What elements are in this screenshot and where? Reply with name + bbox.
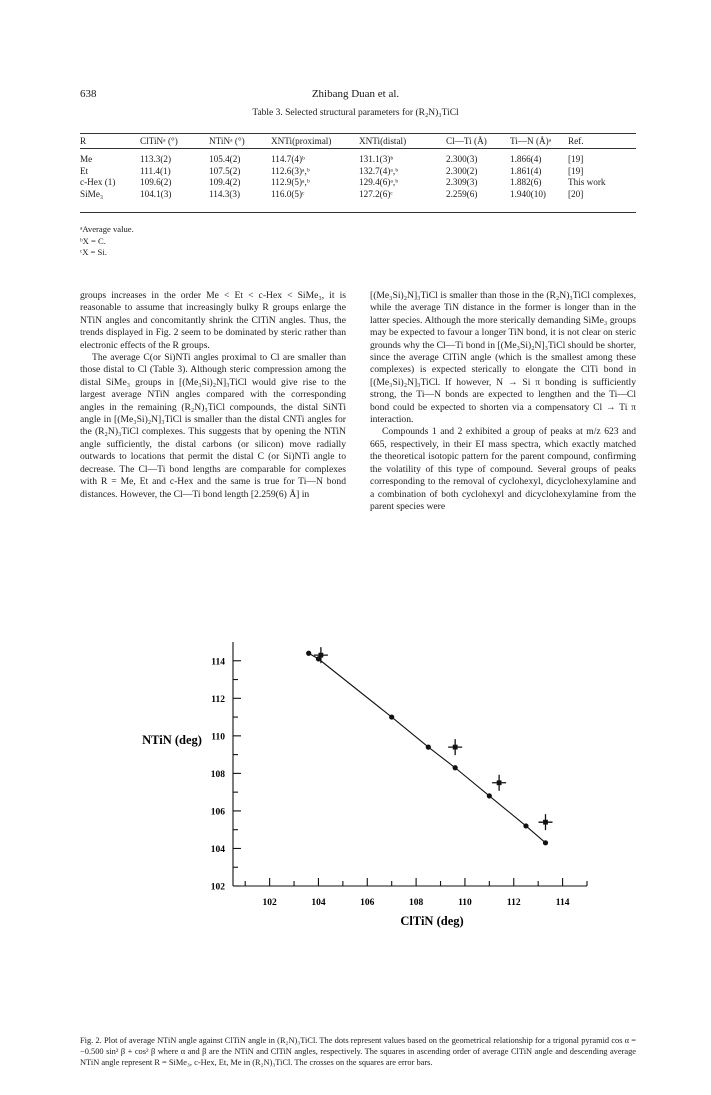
y-tick-label: 106 [210,807,225,818]
x-tick-label: 102 [262,898,277,908]
x-tick-label: 104 [311,898,326,908]
x-tick-label: 110 [458,898,472,908]
table-cell: 1.940(10) [510,188,546,199]
x-tick-label: 114 [555,898,570,908]
data-point-dot [306,651,311,656]
chart-axes [233,642,587,886]
table-cell: 114.3(3) [209,188,241,199]
table-cell: 2.300(3) [446,154,478,164]
table-footnote: ᵃAverage value. [80,224,134,234]
table-cell: 2.300(2) [446,165,478,176]
table-cell: 109.6(2) [140,177,172,188]
table-header-cell: XNTi(distal) [359,136,407,146]
x-tick-label: 112 [506,898,521,908]
table-cell: 111.4(1) [140,165,171,176]
data-point-dot [487,793,492,798]
table-row [80,177,636,189]
table-cell: c-Hex (1) [80,177,116,188]
body-paragraph: groups increases in the order Me < Et < c-Hex < SiMe₃, it is reasonable to assume that increasingly bulky R groups enlarge the NTiN angles and concomitantly shrink the ClTiN angles. Thus, the trends displayed in Fig. 2 seem to be dominated by steric rather than electronic effects of the R groups. [80,290,346,351]
x-tick-label: 108 [408,898,424,908]
table-cell: 112.6(3)ᵃ,ᵇ [271,165,310,176]
data-point-square [318,653,323,658]
table-row [80,189,636,201]
chart-marks [306,647,552,845]
body-column-left [80,290,346,501]
table-cell: 2.259(6) [446,188,478,199]
y-tick-label: 112 [211,694,225,705]
table-header-cell: Ref. [568,136,584,146]
table-cell: Me [80,154,93,164]
data-point-dot [523,823,528,828]
y-tick-label: 110 [211,732,225,743]
table-cell: 1.882(6) [510,177,542,188]
table-cell: 1.861(4) [510,165,542,176]
table-cell: 131.1(3)ᵇ [359,154,394,164]
table-cell: 104.1(3) [140,188,172,199]
y-tick-label: 108 [210,769,225,780]
table-cell: 105.4(2) [209,154,241,164]
y-tick-label: 102 [210,882,225,893]
table-cell: 2.309(3) [446,177,478,188]
data-point-square [453,745,458,750]
table-footnotes [80,224,134,259]
body-column-right [370,290,636,513]
table-header-cell: Ti—N (Å)ᵃ [510,136,552,146]
table-cell: 114.7(4)ᵇ [271,154,305,164]
table-cell: 109.4(2) [209,177,241,188]
body-paragraph: [(Me₃Si)₂N]₃TiCl is smaller than those in the (R₂N)₃TiCl complexes, while the average TiN distance in the former is longer than in the latter species. Although the more sterically demanding SiMe₃ groups may be expected to favour a longer TiN bond, it is not clear on steric grounds why the Cl—Ti bond in [(Me₃Si)₂N]₃TiCl should be shorter, since the average ClTiN angle (which is the smallest among these complexes) is expected sterically to elongate the ClTi bond in [(Me₃Si)₂N]₃TiCl. If however, N → Si π bonding is sufficiently strong, the Ti—N bonds are expected to lengthen and the Ti—Cl bond could be expected to shorten via a compensatory Cl → Ti π interaction. [370,290,636,426]
table-cell: 116.0(5)ᶜ [271,188,305,199]
table-cell: This work [568,177,606,188]
table-header-cell: XNTi(proximal) [271,136,332,146]
table-cell: 113.3(2) [140,154,172,164]
table-cell: 107.5(2) [209,165,241,176]
table-header-cell: Cl—Ti (Å) [446,136,487,146]
structural-parameters-table [80,134,636,200]
table-cell: 112.9(5)ᵃ,ᵇ [271,177,310,188]
table-header-cell: ClTiNᵃ (°) [140,136,178,146]
table-cell: [19] [568,165,584,176]
table-cell: 1.866(4) [510,154,542,164]
table-footnote: ᵇX = C. [80,235,106,246]
table-bottom-rule [80,212,636,213]
table-cell: SiMe₃ [80,188,104,199]
table-cell: [20] [568,188,584,199]
data-point-square [543,820,548,825]
data-point-dot [426,745,431,750]
table-cell: 129.4(6)ᵃ,ᵇ [359,177,399,188]
data-point-dot [453,765,458,770]
table-row [80,166,636,178]
page-number: 638 [80,88,97,100]
data-point-dot [389,714,394,719]
table-footnote: ᶜX = Si. [80,247,107,257]
table-cell: 127.2(6)ᶜ [359,188,393,199]
table-header-cell: NTiNᵃ (°) [209,136,245,146]
body-paragraph: The average C(or Si)NTi angles proximal to Cl are smaller than those distal to Cl (Table 3). Although steric compression among the distal SiMe₃ groups in [(Me₃Si)₂N]₃TiCl would give rise to the largest average NTiN angles compared with the corresponding angles in the remaining (R₂N)₃TiCl compounds, the distal SiNTi angle in [(Me₃Si)₂N]₃TiCl is smaller than the distal CNTi angles for the (R₂N)₃TiCl complexes. This suggests that by opening the NTiN angle sufficiently, the distal carbons (or silicon) move radially outwards to locations that permit the distal C (or Si)NTi angle to decrease. The Cl—Ti bond lengths are comparable for complexes with R = Me, Et and c-Hex and the same is true for Ti—N bond distances. However, the Cl—Ti bond length [2.259(6) Å] in [80,352,346,500]
y-tick-label: 114 [211,657,225,668]
chart-ticks [211,657,587,908]
figure-caption [80,1035,636,1068]
figure-caption-text: Fig. 2. Plot of average NTiN angle against ClTiN angle in (R₂N)₃TiCl. The dots represent values based on the geometrical relationship for a trigonal pyramid cos α = −0.500 sin² β + cos² β where α and β are the NTiN and ClTiN angles, respectively. The squares in ascending order of average ClTiN angle and descending average NTiN angle represent R = SiMe₃, c-Hex, Et, Me in (R₂N)₃TiCl. The crosses on the squares are error bars. [80,1036,636,1067]
chart-plot [0,600,711,930]
x-axis-label: ClTiN (deg) [400,914,464,928]
data-point-square [497,780,502,785]
y-axis-label: NTiN (deg) [142,733,202,747]
body-paragraph: Compounds 1 and 2 exhibited a group of peaks at m/z 623 and 665, respectively, in their EI mass spectra, which exactly matched the theoretical isotopic pattern for the parent compound, confirming the volatility of this type of compound. Several groups of peaks corresponding to the removal of cyclohexyl, dicyclohexylamine and a combination of both cyclohexyl and dicyclohexylamine from the parent species were [370,426,636,512]
data-point-dot [543,840,548,845]
table-header-row [80,134,636,148]
table-header-cell: R [80,136,87,146]
running-head: Zhibang Duan et al. [311,88,400,100]
y-tick-label: 104 [210,844,225,855]
table-cell: 132.7(4)ᵃ,ᵇ [359,165,399,176]
table-cell: Et [80,165,89,176]
table-cell: [19] [568,154,584,164]
figure-2 [0,600,711,970]
table-caption: Table 3. Selected structural parameters for (R₂N)₃TiCl [252,108,459,118]
table-row [80,154,636,166]
x-tick-label: 106 [360,898,375,908]
